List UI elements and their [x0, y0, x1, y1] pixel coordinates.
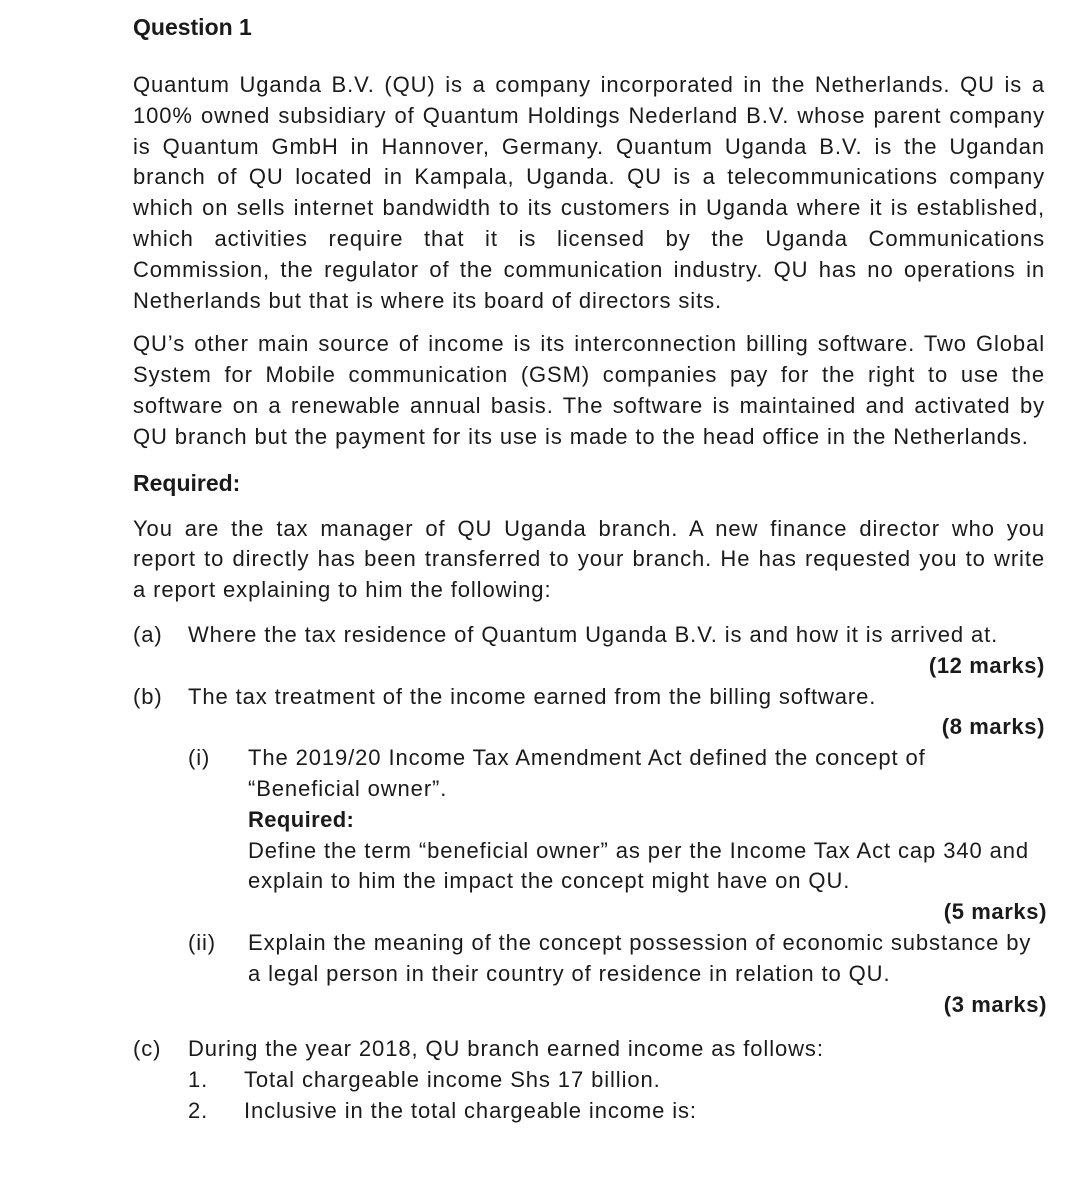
- required-heading: Required:: [133, 469, 241, 496]
- list-item-text: Total chargeable income Shs 17 billion.: [244, 1067, 661, 1093]
- list-item: [188, 1096, 1045, 1127]
- list-item-number: 1.: [188, 1067, 209, 1093]
- paragraph-company-background: Quantum Uganda B.V. (QU) is a company incorporated in the Netherlands. QU is a 100% owned subsidiary of Quantum Holdings Nederland B.V. whose parent company is Quantum GmbH in Hannover, Germany. Quantum Uganda B.V. is the Ugandan branch of QU located in Kampala, Uganda. QU is a telecommunications company which on sells internet bandwidth to its customers in Uganda where it is established, which activities require that it is licensed by the Uganda Communications Commission, the regulator of the communication industry. QU has no operations in Netherlands but that is where its board of directors sits.: [133, 72, 1045, 313]
- part-b-marks: (8 marks): [941, 714, 1045, 740]
- part-c-list: [188, 1065, 1045, 1127]
- part-a-text: Where the tax residence of Quantum Uganda B.V. is and how it is arrived at.: [188, 621, 999, 647]
- part-c-text: During the year 2018, QU branch earned income as follows:: [188, 1036, 824, 1062]
- question-page: [133, 10, 1045, 1127]
- sub-i-marks: (5 marks): [943, 899, 1047, 925]
- part-b-label: (b): [133, 683, 163, 709]
- sub-i-task: Define the term “beneficial owner” as per the Income Tax Act cap 340 and explain to him the impact the concept might have on QU.: [248, 837, 1030, 894]
- part-a: [133, 620, 1045, 651]
- list-item-number: 2.: [188, 1097, 209, 1123]
- sub-i-text: The 2019/20 Income Tax Amendment Act defined the concept of “Beneficial owner”.: [248, 745, 926, 801]
- part-b-text: The tax treatment of the income earned from the billing software.: [188, 683, 877, 709]
- question-title: Question 1: [133, 14, 252, 40]
- sub-ii-marks: (3 marks): [943, 991, 1047, 1017]
- part-b-sub-i: [188, 743, 1045, 897]
- sub-i-required: Required:: [248, 806, 355, 832]
- part-c: [133, 1034, 1045, 1065]
- paragraph-task-intro: You are the tax manager of QU Uganda branch. A new finance director who you report to directly has been transferred to your branch. He has requested you to write a report explaining to him the following:: [133, 515, 1045, 603]
- paragraph-billing-software: QU’s other main source of income is its interconnection billing software. Two Global System for Mobile communication (GSM) companies pay for the right to use the software on a renewable annual basis. The software is maintained and activated by QU branch but the payment for its use is made to the head office in the Netherlands.: [133, 331, 1045, 449]
- list-item-text: Inclusive in the total chargeable income is:: [244, 1097, 697, 1123]
- sub-ii-text: Explain the meaning of the concept possession of economic substance by a legal person in their country of residence in relation to QU.: [248, 929, 1032, 986]
- part-b: [133, 682, 1045, 713]
- sub-ii-label: (ii): [188, 929, 217, 955]
- list-item: [188, 1065, 1045, 1096]
- sub-i-label: (i): [188, 745, 211, 771]
- part-a-label: (a): [133, 621, 163, 647]
- part-a-marks: (12 marks): [928, 652, 1045, 678]
- part-c-label: (c): [133, 1036, 162, 1062]
- part-b-sub-ii: [188, 928, 1045, 990]
